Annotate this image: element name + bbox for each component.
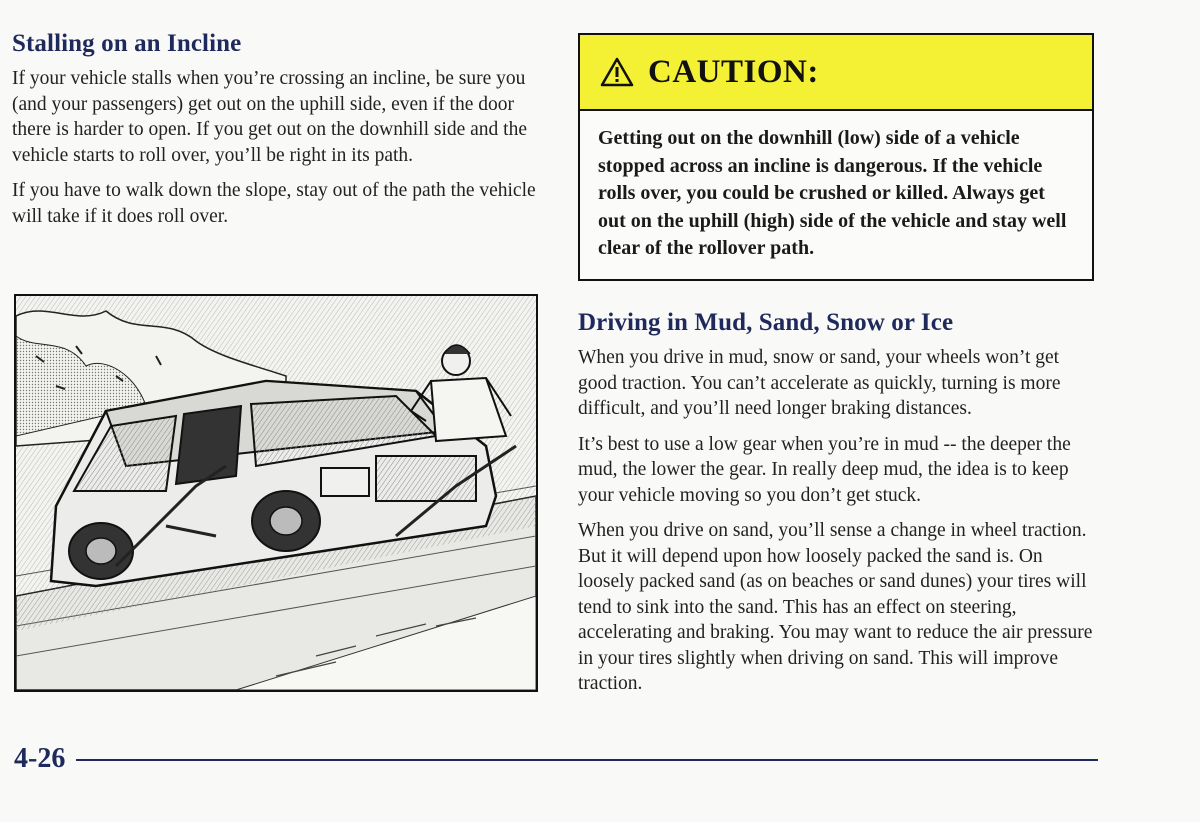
paragraph: It’s best to use a low gear when you’re in mud -- the deeper the mud, the lower the gear. In really deep mud, the idea is to keep your vehicle moving so you don’t get stuck.	[578, 433, 1071, 506]
page-footer	[14, 743, 1098, 779]
left-column	[12, 30, 542, 239]
section-heading-stalling: Stalling on an Incline	[12, 30, 242, 57]
section-heading-driving-mud: Driving in Mud, Sand, Snow or Ice	[578, 309, 954, 336]
caution-text: Getting out on the downhill (low) side of a vehicle stopped across an incline is dangerous. If the vehicle rolls over, you could be crushed or killed. Always get out on the uphill (high) side of the vehicle and stay well clear of the rollover path.	[598, 127, 1067, 259]
right-column	[578, 30, 1098, 707]
paragraph: When you drive on sand, you’ll sense a change in wheel traction. But it will depend upon how loosely packed the sand is. On loosely packed sand (as on beaches or sand dunes) your tires will tend to sink into the sand. This has an effect on steering, accelerating and braking. You may want to reduce the air pressure in your tires slightly when driving on sand. This will improve traction.	[578, 520, 1093, 694]
caution-header	[580, 35, 1092, 111]
paragraph: When you drive in mud, snow or sand, your wheels won’t get good traction. You can’t accelerate as quickly, turning is more difficult, and you’ll need longer braking distances.	[578, 347, 1061, 419]
caution-title: CAUTION:	[648, 53, 819, 90]
paragraph: If you have to walk down the slope, stay out of the path the vehicle will take if it does roll over.	[12, 180, 536, 227]
caution-box	[578, 33, 1094, 281]
footer-rule	[76, 759, 1098, 761]
vehicle-on-incline-illustration	[14, 294, 538, 692]
paragraph: If your vehicle stalls when you’re crossing an incline, be sure you (and your passengers) get out on the uphill side, even if the door there is harder to open. If you get out on the downhill side and the vehicle starts to roll over, you’ll be right in its path.	[12, 68, 527, 166]
page-number: 4-26	[14, 743, 66, 774]
warning-triangle-icon	[600, 57, 634, 87]
